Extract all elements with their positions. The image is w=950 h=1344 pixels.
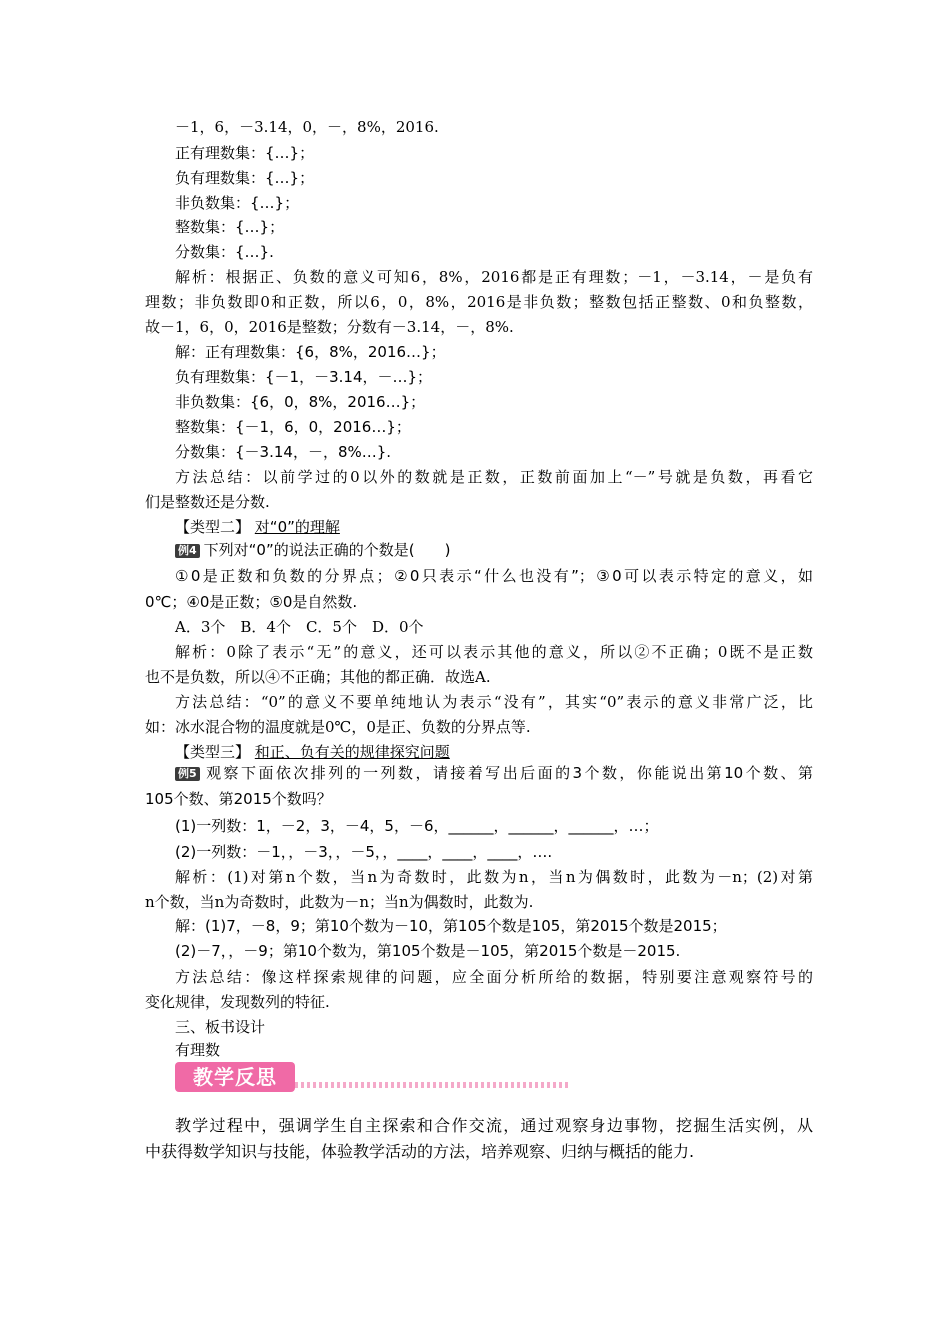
example-4-analysis-line-1: 解析：0除了表示“无”的意义，还可以表示其他的意义，所以②不正确；0既不是正数 xyxy=(175,643,813,661)
example-4-choices: A．3个 B．4个 C．5个 D．0个 xyxy=(175,618,424,636)
example-5-answer-line-2: (2)－7，，－9；第10个数为，第105个数是－105，第2015个数是－2015. xyxy=(175,942,681,960)
integer-set: 整数集：{…}； xyxy=(175,218,285,236)
negative-rational-set: 负有理数集：{…}； xyxy=(175,169,315,187)
type-three-bracket: 【类型三】 xyxy=(175,743,251,761)
type-two-bracket: 【类型二】 xyxy=(175,518,251,536)
number-list: －1，6，－3.14，0，－，8%，2016. xyxy=(175,118,439,136)
analysis-line-2: 理数；非负数即0和正数，所以6，0，8%，2016是非负数；整数包括正整数、0和负整数， xyxy=(145,293,813,311)
example-4-question-text: 下列对“0”的说法正确的个数是( ) xyxy=(203,541,451,559)
analysis-line-1: 解析：根据正、负数的意义可知6，8%，2016都是正有理数；－1，－3.14，－是负有 xyxy=(175,268,813,286)
example-5-sequence-1: (1)一列数：1，－2，3，－4，5，－6，______，______，______，…； xyxy=(175,817,659,835)
example-5-summary-line-1: 方法总结：像这样探索规律的问题，应全面分析所给的数据，特别要注意观察符号的 xyxy=(175,968,813,986)
example-5-summary-line-2: 变化规律，发现数列的特征. xyxy=(145,993,330,1011)
banner-title: 教学反思 xyxy=(175,1062,295,1092)
solution-positive-set: 解：正有理数集：{6，8%，2016…}； xyxy=(175,343,446,361)
example-5-analysis-line-1: 解析：(1)对第n个数，当n为奇数时，此数为n，当n为偶数时，此数为－n；(2)对第 xyxy=(175,868,813,886)
reflection-line-1: 教学过程中，强调学生自主探索和合作交流，通过观察身边事物，挖掘生活实例，从 xyxy=(175,1116,813,1135)
solution-integer-set: 整数集：{－1，6，0，2016…}； xyxy=(175,418,411,436)
type-three-title: 和正、负有关的规律探究问题 xyxy=(254,743,450,761)
reflection-line-2: 中获得数学知识与技能，体验教学活动的方法，培养观察、归纳与概括的能力. xyxy=(145,1142,695,1161)
board-design-heading: 三、板书设计 xyxy=(175,1018,266,1036)
fraction-set: 分数集：{…}. xyxy=(175,243,274,261)
method-summary-line-2: 们是整数还是分数. xyxy=(145,493,270,511)
example-5-question-text: 观察下面依次排列的一列数，请接着写出后面的3个数，你能说出第10个数、第 xyxy=(203,764,813,782)
type-two-heading xyxy=(175,517,813,537)
solution-negative-set: 负有理数集：{－1，－3.14，－…}； xyxy=(175,368,433,386)
example-4-summary-line-1: 方法总结：“0”的意义不要单纯地认为表示“没有”，其实“0”表示的意义非常广泛，比 xyxy=(175,693,813,711)
non-negative-set: 非负数集：{…}； xyxy=(175,194,300,212)
solution-non-negative-set: 非负数集：{6，0，8%，2016…}； xyxy=(175,393,426,411)
example-4-question xyxy=(175,540,813,560)
example-4-statements-line-2: 0℃；④0是正数；⑤0是自然数. xyxy=(145,593,358,611)
type-two-title: 对“0”的理解 xyxy=(254,518,340,536)
example-5-answer-line-1: 解：(1)7，－8，9；第10个数为－10，第105个数是105，第2015个数是2015； xyxy=(175,917,727,935)
example-5-badge: 例5 xyxy=(175,767,200,781)
example-4-statements-line-1: ①0是正数和负数的分界点；②0只表示“什么也没有”；③0可以表示特定的意义，如 xyxy=(175,567,813,585)
example-4-badge: 例4 xyxy=(175,544,200,558)
method-summary-line-1: 方法总结：以前学过的0以外的数就是正数，正数前面加上“－”号就是负数，再看它 xyxy=(175,468,813,486)
example-5-sequence-2: (2)一列数：－1，，－3，，－5，，____，____，____，…. xyxy=(175,843,553,861)
board-design-content: 有理数 xyxy=(175,1041,221,1059)
solution-fraction-set: 分数集：{－3.14，－，8%…}. xyxy=(175,443,392,461)
type-three-heading xyxy=(175,742,813,762)
example-5-question-line-1 xyxy=(175,763,813,783)
teaching-reflection-banner xyxy=(175,1062,569,1094)
example-5-analysis-line-2: n个数，当n为奇数时，此数为－n；当n为偶数时，此数为. xyxy=(145,893,534,911)
example-5-question-line-2: 105个数、第2015个数吗？ xyxy=(145,790,332,808)
example-4-analysis-line-2: 也不是负数，所以④不正确；其他的都正确．故选A. xyxy=(145,668,491,686)
positive-rational-set: 正有理数集：{…}； xyxy=(175,144,315,162)
analysis-line-3: 故－1，6，0，2016是整数；分数有－3.14，－，8%. xyxy=(145,318,514,336)
example-4-summary-line-2: 如：冰水混合物的温度就是0℃，0是正、负数的分界点等. xyxy=(145,718,531,736)
